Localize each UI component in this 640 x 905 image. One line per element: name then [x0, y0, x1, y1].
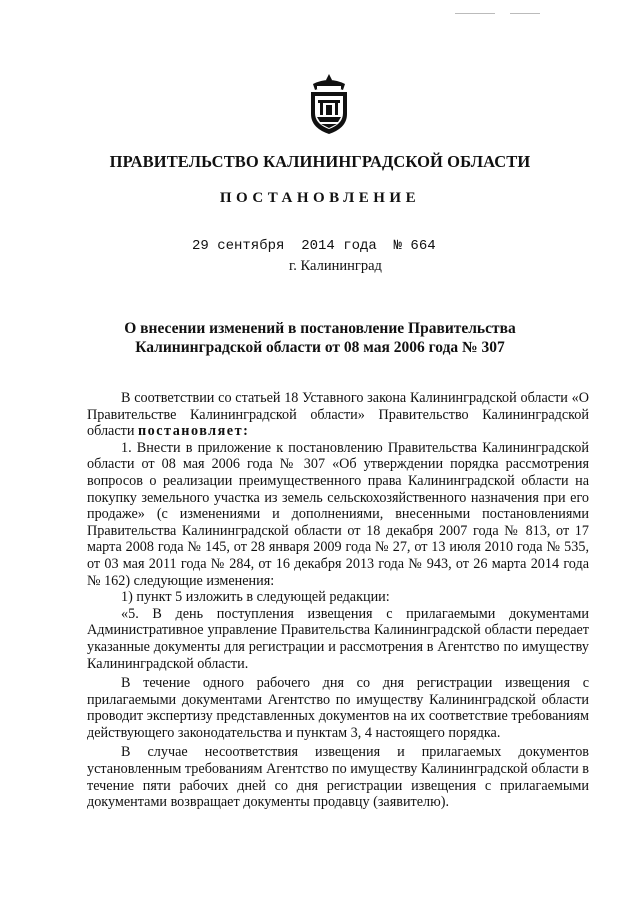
- scan-artifact: [510, 13, 540, 14]
- document-title: [0, 319, 640, 357]
- paragraph-2: В течение одного рабочего дня со дня регистрации извещения с прилагаемыми документами Агентство по имуществу Калининградской области проводит экспертизу представленных документов на их соответствие требованиям действующего законодательства и пунктам 3, 4 настоящего порядка.: [87, 675, 589, 741]
- item-1: 1. Внести в приложение к постановлению Правительства Калининградской области от 08 мая 2006 года № 307 «Об утверждении порядка рассмотрения вопросов о реализации преимущественного права Калининградской области на покупку земельного участка из земель сельскохозяйственного назначения при его продаже» (с изменениями и дополнениями, внесенными постановлениями Правительства Калининградской области от 18 декабря 2007 года № 813, от 17 марта 2008 года № 145, от 28 января 2009 года № 27, от 13 июля 2010 года № 535, от 03 мая 2011 года № 284, от 16 декабря 2013 года № 943, от 26 марта 2014 года № 162) следующие изменения:: [87, 439, 589, 589]
- coat-of-arms-icon: [307, 72, 351, 136]
- intro-text: В соответствии со статьей 18 Уставного закона Калининградской области «О Правительстве Калининградской области» Правительство Калининградской области: [87, 390, 589, 440]
- paragraph-3: В случае несоответствия извещения и прилагаемых документов установленным требованиям Агентство по имуществу Калининградской области в течение пяти рабочих дней со дня регистрации извещения с прилагаемыми документами возвращает документы продавцу (заявителю).: [87, 744, 589, 811]
- quote-paragraph-1: «5. В день поступления извещения с прилагаемыми документами Административное управление Правительства Калининградской области передает указанные документы для регистрации и рассмотрения в Агентство по имуществу Калининградской области.: [87, 605, 589, 672]
- date-number: 29 сентября 2014 года № 664: [192, 238, 436, 254]
- document-body: [87, 390, 589, 811]
- intro-bold: постановляет:: [137, 423, 250, 440]
- title-line-1: О внесении изменений в постановление Правительства: [124, 320, 516, 337]
- document-type-heading: ПОСТАНОВЛЕНИЕ: [219, 190, 421, 206]
- sub-item-1: 1) пункт 5 изложить в следующей редакции:: [121, 589, 390, 606]
- scan-artifact: [455, 13, 495, 14]
- organization-heading: ПРАВИТЕЛЬСТВО КАЛИНИНГРАДСКОЙ ОБЛАСТИ: [109, 152, 531, 171]
- intro-paragraph: [87, 390, 589, 440]
- city: г. Калининград: [289, 258, 382, 274]
- title-line-2: Калининградской области от 08 мая 2006 года № 307: [135, 339, 505, 356]
